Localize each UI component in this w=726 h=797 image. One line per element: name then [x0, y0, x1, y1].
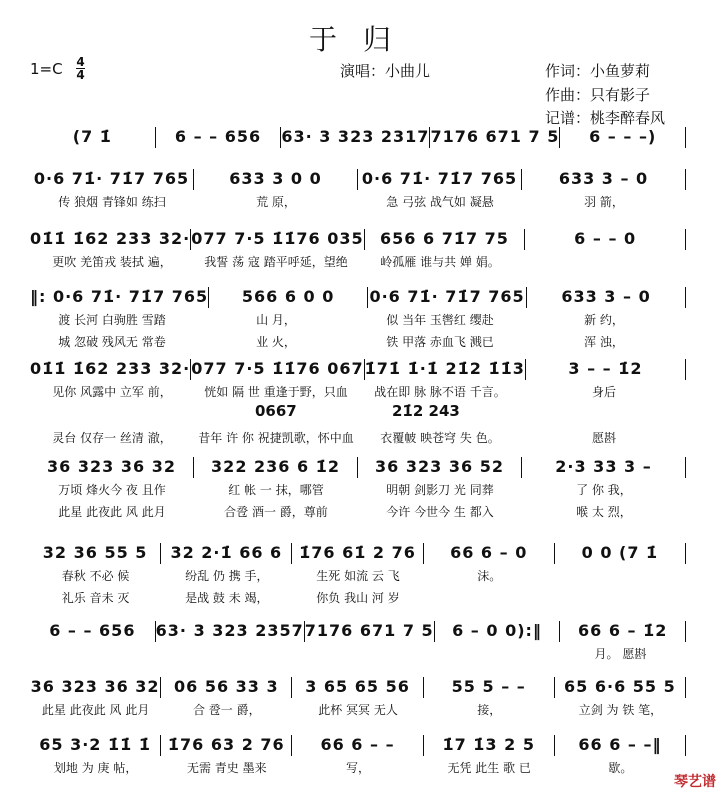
- measure: 66 6 – –: [292, 735, 423, 756]
- transcriber: 记谱：桃李醉春风: [545, 109, 666, 127]
- lyricist: 作词：小鱼萝莉: [545, 62, 651, 80]
- notes-line: [30, 168, 686, 190]
- lyric-line: [30, 308, 686, 330]
- score-row: [30, 542, 686, 608]
- lyric-text: 纷乱 仍 携 手，: [185, 568, 269, 583]
- lyric-line: [30, 642, 686, 664]
- composer: 作曲：只有影子: [545, 86, 651, 104]
- lyric-text: 红 帐 一 抹，哪管: [228, 482, 324, 497]
- lyric-text: 此星 此夜此 风 此月: [58, 504, 166, 519]
- lyric-line: [30, 190, 686, 212]
- notes-line: [30, 734, 686, 756]
- lyric-text: 急 弓弦 战气如 凝悬: [386, 194, 494, 209]
- measure: 6 – 0 0):‖: [435, 621, 561, 642]
- lyric-line: [30, 564, 686, 586]
- measure: 633 3 – 0: [522, 169, 686, 190]
- lyric-text: 万顷 烽火今 夜 且作: [58, 482, 166, 497]
- measure: 656 6 71̇7 75: [365, 229, 526, 250]
- lyric-line: [30, 586, 686, 608]
- lyric-text: 荒 原，: [256, 194, 296, 209]
- lyric-text: 愿斟: [591, 430, 616, 445]
- notes-line: [30, 456, 686, 478]
- variant-notes: 21̇2 243: [392, 402, 460, 420]
- lyric-text: 身后: [591, 384, 616, 399]
- lyric-text: 恍如 隔 世 重逢于野，只血: [204, 384, 348, 399]
- measure: 1̇71̇ 1̇·1̇ 21̇2 1̇1̇3: [364, 359, 525, 378]
- measure: 36 323 36 32: [30, 457, 194, 478]
- lyric-text: 喉 太 烈，: [576, 504, 632, 519]
- measure: (7 1̇: [30, 127, 156, 148]
- score-row: [30, 286, 686, 352]
- measure: 0·6 71̇· 71̇7 765: [30, 169, 194, 190]
- lyric-text: 传 狼烟 青锋如 练扫: [58, 194, 166, 209]
- lyric-text: 灵台 仅存一 丝清 澈，: [52, 430, 172, 445]
- measure: 36 323 36 32: [30, 677, 160, 696]
- time-signature: [76, 56, 85, 81]
- measure: 32 2·1̇ 66 6: [161, 543, 292, 564]
- lyric-text: 战在即 脉 脉不语 千言。: [374, 384, 506, 399]
- lyric-text: 月。 愿斟: [594, 646, 647, 661]
- score-row: [30, 620, 686, 664]
- time-bottom: 4: [76, 68, 85, 82]
- lyric-text: 歇。: [608, 760, 633, 775]
- notes-line: [30, 358, 686, 380]
- lyric-text: 城 忽破 残风无 常卷: [58, 334, 166, 349]
- notes-line: [30, 286, 686, 308]
- measure: 01̇1̇ 1̇62 233 32·: [30, 229, 191, 248]
- lyric-text: 立剑 为 铁 笔，: [578, 702, 663, 717]
- lyric-text: 今许 今世今 生 都入: [386, 504, 494, 519]
- measure: 6 – – –): [560, 127, 686, 148]
- lyric-text: 明朝 剑影刀 光 同葬: [386, 482, 494, 497]
- measure: 66 6 – 0: [424, 543, 555, 564]
- measure: 66 6 – –‖: [555, 735, 686, 756]
- measure: 1̇7 1̇3 2 5: [424, 735, 555, 756]
- measure: 66 6 – 1̇2: [560, 621, 686, 642]
- measure: 7176 671 7 5: [430, 127, 560, 146]
- measure: 1̇76 63 2 76: [161, 735, 292, 756]
- lyric-text: 我誓 荡 寇 踏平呼延，望绝: [204, 254, 348, 269]
- notes-line: [30, 228, 686, 250]
- measure: 36 323 36 52: [358, 457, 522, 478]
- measure: 077 7·5 1̇1̇76 067: [191, 359, 364, 378]
- lyric-text: 岭孤雁 谁与共 婵 娟。: [380, 254, 500, 269]
- lyric-text: 似 当年 玉辔红 缨赴: [386, 312, 494, 327]
- notes-line: [30, 542, 686, 564]
- lyric-text: 更吹 羌笛戎 装拭 遍，: [52, 254, 172, 269]
- score-row: [30, 676, 686, 720]
- song-title: 于归: [308, 23, 417, 56]
- variant-notes: 0667: [255, 402, 297, 420]
- lyric-text: 礼乐 音未 灭: [61, 590, 130, 605]
- measure: 322 236 6 1̇2: [194, 457, 358, 478]
- score-row: [30, 358, 686, 448]
- lyric-text: 昔年 许 你 祝捷凯歌，怀中血: [198, 430, 354, 445]
- notes-line: [30, 126, 686, 148]
- lyric-line: [30, 500, 686, 522]
- lyric-text: 无需 青史 墨来: [186, 760, 267, 775]
- notes-line: [30, 620, 686, 642]
- lyric-text: 此杯 冥冥 无人: [318, 702, 398, 717]
- measure: 65 6·6 55 5: [555, 677, 686, 698]
- lyric-text: 你负 我山 河 岁: [316, 590, 400, 605]
- measure: 566 6 0 0: [209, 287, 368, 308]
- singer: 演唱：小曲儿: [340, 62, 431, 80]
- measure: 2·3 33 3 –: [522, 457, 686, 478]
- lyric-text: 合 卺一 爵，: [192, 702, 261, 717]
- measure: 6 – – 0: [525, 229, 686, 250]
- measure: 0·6 71̇· 71̇7 765: [368, 287, 527, 308]
- time-top: 4: [76, 55, 85, 69]
- lyric-text: 衣覆帔 映苍穹 失 色。: [380, 430, 500, 445]
- measure: 32 36 55 5: [30, 543, 161, 564]
- lyric-text: 铁 甲落 赤血飞 溅已: [386, 334, 494, 349]
- measure: 63· 3 323 2357: [155, 621, 304, 640]
- measure: 65 3·2 1̇1̇ 1̇: [30, 735, 161, 756]
- measure: 06 56 33 3: [161, 677, 292, 698]
- lyric-text: 羽 箭，: [584, 194, 624, 209]
- measure: 01̇1̇ 1̇62 233 32·: [30, 359, 191, 378]
- score-row: [30, 456, 686, 522]
- measure: 3 – – 1̇2: [526, 359, 686, 380]
- measure: 6 – – 656: [156, 127, 282, 148]
- notes-line: [30, 676, 686, 698]
- score-row: [30, 126, 686, 148]
- site-logo: 琴艺谱: [674, 774, 716, 790]
- lyric-text: 春秋 不必 候: [61, 568, 130, 583]
- lyric-text: 接，: [477, 702, 502, 717]
- measure: 077 7·5 1̇1̇76 035: [191, 229, 364, 248]
- measure: 3 65 65 56: [292, 677, 423, 698]
- lyric-text: 渡 长河 白驹胜 雪踏: [58, 312, 166, 327]
- measure: 63· 3 323 2317: [281, 127, 430, 146]
- lyric-line: [30, 426, 686, 448]
- lyric-text: 此星 此夜此 风 此月: [41, 702, 150, 717]
- score-row: [30, 168, 686, 212]
- measure: 633 3 – 0: [527, 287, 686, 308]
- lyric-text: 浑 浊，: [584, 334, 624, 349]
- measure: 6 – – 656: [30, 621, 156, 642]
- lyric-text: 划地 为 庚 帖，: [53, 760, 138, 775]
- lyric-line: [30, 380, 686, 402]
- lyric-text: 山 月，: [256, 312, 296, 327]
- lyric-text: 合卺 酒一 爵，尊前: [224, 504, 328, 519]
- lyric-text: 新 约，: [584, 312, 624, 327]
- measure: 1̇76 61̇ 2 76: [292, 543, 423, 564]
- lyric-line: [30, 756, 686, 778]
- score-row: [30, 228, 686, 272]
- lyric-text: 是战 鼓 未 竭，: [185, 590, 269, 605]
- measure: 633 3 0 0: [194, 169, 358, 190]
- score-row: [30, 734, 686, 778]
- measure: 0 0 (7 1̇: [555, 543, 686, 564]
- measure: 0·6 71̇· 71̇7 765: [358, 169, 522, 190]
- lyric-text: 写，: [346, 760, 371, 775]
- lyric-text: 生死 如流 云 飞: [316, 568, 400, 583]
- measure: 55 5 – –: [424, 677, 555, 698]
- lyric-text: 业 火，: [256, 334, 296, 349]
- measure: 7176 671 7 5: [304, 621, 434, 640]
- lyric-text: 沫。: [477, 568, 502, 583]
- lyric-text: 见你 风露中 立军 前，: [52, 384, 172, 399]
- lyric-line: [30, 250, 686, 272]
- measure: ‖: 0·6 71̇· 71̇7 765: [30, 287, 209, 306]
- lyric-line: [30, 698, 686, 720]
- lyric-line: [30, 330, 686, 352]
- lyric-text: 了 你 我，: [576, 482, 632, 497]
- lyric-line: [30, 478, 686, 500]
- key-signature: 1=C: [30, 60, 63, 78]
- lyric-text: 无凭 此生 歌 已: [447, 760, 531, 775]
